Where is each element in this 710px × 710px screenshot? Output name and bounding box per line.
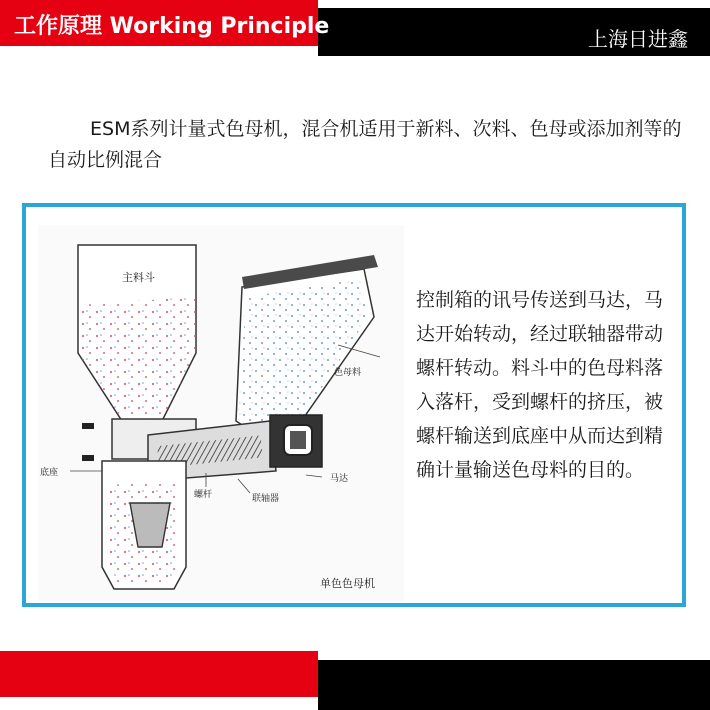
color-hopper-label: 色母料 — [334, 368, 362, 378]
machine-illustration — [38, 225, 404, 601]
diagram-frame — [22, 203, 686, 607]
main-hopper-label: 主料斗 — [122, 271, 155, 284]
intro-paragraph — [48, 114, 688, 176]
coupling-label: 联轴器 — [252, 494, 280, 504]
color-master-machine-diagram — [38, 225, 404, 601]
intro-text: ESM系列计量式色母机，混合机适用于新料、次料、色母或添加剂等的自动比例混合 — [48, 118, 682, 171]
bottom-black-bar — [318, 660, 710, 710]
working-description: 控制箱的讯号传送到马达，马达开始转动，经过联轴器带动螺杆转动。料斗中的色母料落入落杆，受到螺杆的挤压，被螺杆输送到底座中从而达到精确计量输送色母料的目的。 — [416, 289, 664, 481]
diagram-caption: 单色色母机 — [320, 577, 375, 590]
bottom-red-bar — [0, 651, 318, 697]
base-label: 底座 — [40, 468, 59, 478]
brand-name: 上海日进鑫 — [588, 27, 688, 51]
screw-label: 螺杆 — [194, 490, 213, 500]
top-banner — [0, 0, 710, 56]
motor-label: 马达 — [330, 474, 349, 484]
section-title: 工作原理 Working Principle — [14, 14, 330, 39]
